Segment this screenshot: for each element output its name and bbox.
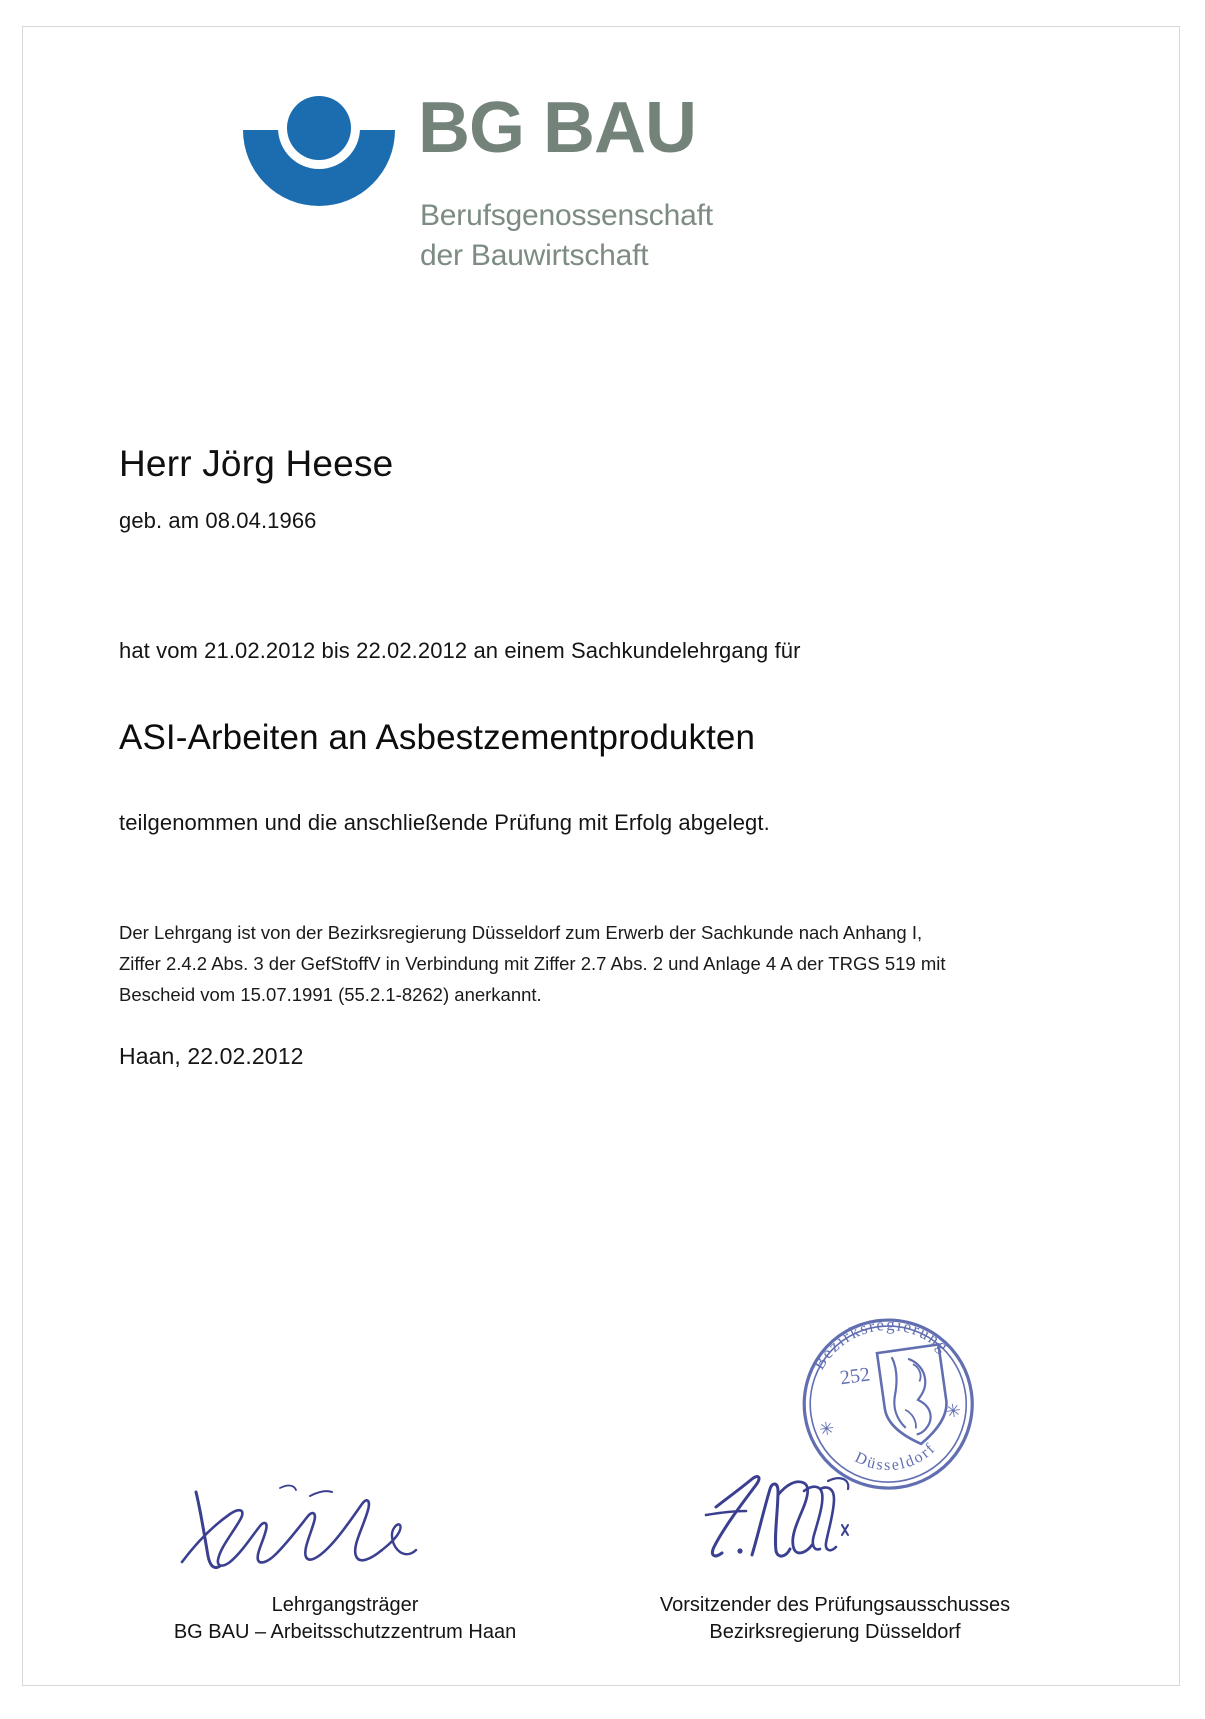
logo-head-circle	[287, 96, 351, 160]
caption-right-line1: Vorsitzender des Prüfungsausschusses	[659, 1594, 1011, 1616]
caption-right-line2: Bezirksregierung Düsseldorf	[709, 1621, 961, 1643]
recipient-name: Herr Jörg Heese	[119, 443, 394, 484]
signature-stroke-left	[160, 1470, 580, 1580]
stamp-bottom-text: Düsseldorf	[852, 1439, 940, 1475]
bg-bau-logo-icon	[243, 96, 395, 194]
attendance-line: hat vom 21.02.2012 bis 22.02.2012 an einem Sachkundelehrgang für	[119, 638, 801, 663]
logo-subtitle-line1: Berufsgenossenschaft	[420, 199, 713, 232]
nrw-coat-of-arms-icon	[877, 1344, 952, 1448]
caption-left-line1: Lehrgangsträger	[271, 1594, 419, 1616]
recipient-date-of-birth: geb. am 08.04.1966	[119, 508, 317, 533]
logo-subtitle	[420, 196, 713, 276]
caption-left-line2: BG BAU – Arbeitsschutzzentrum Haan	[173, 1621, 517, 1643]
stamp-star-right: ✳	[944, 1400, 963, 1423]
logo-wordmark: BG BAU	[418, 88, 696, 168]
exam-result-line: teilgenommen und die anschließende Prüfung mit Erfolg abgelegt.	[119, 810, 770, 835]
logo-subtitle-line2: der Bauwirtschaft	[420, 238, 649, 272]
legal-paragraph	[119, 917, 999, 1010]
legal-line-3: Bescheid vom 15.07.1991 (55.2.1-8262) anerkannt.	[119, 984, 542, 1005]
caption-pruefungsausschuss	[565, 1592, 1105, 1646]
official-stamp-bezirksregierung-duesseldorf	[773, 1287, 1005, 1519]
legal-line-2: Ziffer 2.4.2 Abs. 3 der GefStoffV in Verbindung mit Ziffer 2.7 Abs. 2 und Anlage 4 A der TRGS 519 mit	[119, 953, 946, 974]
legal-line-1: Der Lehrgang ist von der Bezirksregierung Düsseldorf zum Erwerb der Sachkunde nach Anhang I,	[119, 922, 923, 943]
stamp-top-text: Bezirksregierung	[809, 1314, 954, 1373]
stamp-number: 252	[838, 1363, 872, 1390]
place-and-date: Haan, 22.02.2012	[119, 1043, 304, 1069]
course-title: ASI-Arbeiten an Asbestzementprodukten	[119, 718, 756, 757]
bg-bau-logo-block	[243, 88, 863, 292]
signature-lehrgangstraeger	[160, 1470, 580, 1580]
stamp-star-left: ✳	[817, 1417, 836, 1440]
caption-lehrgangstraeger	[105, 1592, 585, 1646]
stamp-graphic	[773, 1287, 1005, 1519]
